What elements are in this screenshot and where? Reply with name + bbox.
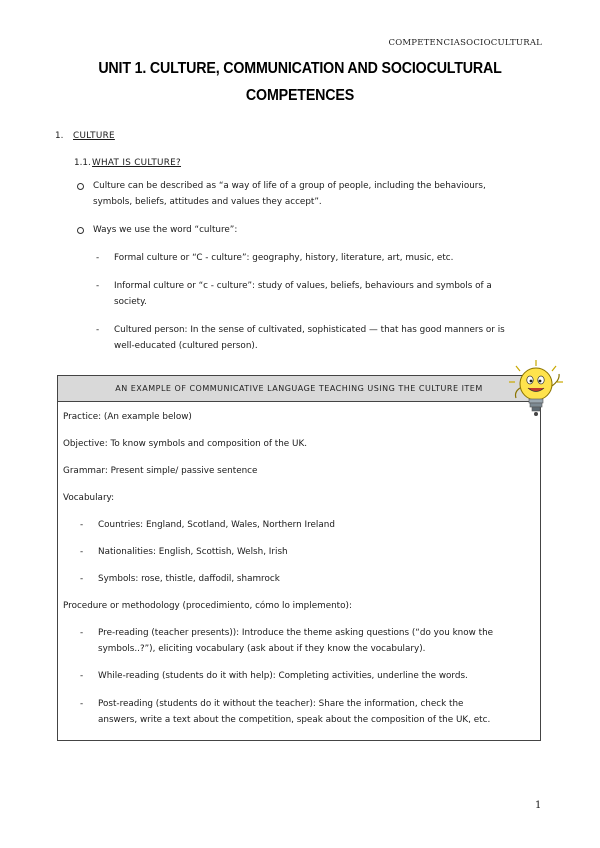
procedure-line: Post-reading (students do it without the teacher): Share the information, check the (98, 699, 464, 709)
dash-bullet: - (80, 574, 84, 584)
subsection-number: 1.1. (74, 158, 91, 168)
vocabulary-label: Vocabulary: (63, 493, 115, 503)
vocabulary-item: Symbols: rose, thistle, daffodil, shamrock (98, 574, 280, 584)
procedure-item (98, 625, 536, 657)
culture-definition (93, 178, 543, 210)
list-item-line: Informal culture or “c - culture”: study of values, beliefs, behaviours and symbols of a (114, 281, 492, 291)
dash-bullet: - (80, 699, 84, 709)
title-line-1: UNIT 1. CULTURE, COMMUNICATION AND SOCIOCULTURAL (98, 60, 502, 77)
list-item (114, 278, 542, 310)
title-line-2: COMPETENCES (245, 87, 355, 104)
procedure-label: Procedure or methodology (procedimiento, cómo lo implemento): (63, 601, 352, 611)
definition-line-2: symbols, beliefs, attitudes and values they accept”. (93, 197, 322, 207)
definition-line-1: Culture can be described as “a way of life of a group of people, including the behaviours, (93, 181, 486, 191)
vocabulary-item: Nationalities: English, Scottish, Welsh, Irish (98, 547, 288, 557)
procedure-line: While-reading (students do it with help): Completing activities, underline the words. (98, 671, 468, 681)
page-number: 1 (535, 800, 542, 811)
procedure-item (98, 696, 536, 728)
list-item (114, 250, 542, 266)
vocabulary-item: Countries: England, Scotland, Wales, Northern Ireland (98, 520, 335, 530)
page-title (79, 55, 521, 109)
list-item-line: Formal culture or “C - culture”: geography, history, literature, art, music, etc. (114, 253, 454, 263)
practice-line: Practice: (An example below) (63, 412, 192, 422)
example-box-heading: AN EXAMPLE OF COMMUNICATIVE LANGUAGE TEACHING USING THE CULTURE ITEM (58, 376, 540, 402)
dash-bullet: - (96, 281, 100, 291)
dash-bullet: - (96, 325, 100, 335)
dash-bullet: - (96, 253, 100, 263)
subsection-title: WHAT IS CULTURE? (92, 158, 182, 168)
list-item-line: society. (114, 297, 147, 307)
procedure-line: Pre-reading (teacher presents)): Introduce the theme asking questions (“do you know the (98, 628, 494, 638)
example-box (57, 375, 541, 741)
procedure-line: answers, write a text about the competition, speak about the composition of the UK, etc. (98, 715, 491, 725)
circle-bullet-icon (77, 227, 84, 234)
lightbulb-icon (506, 358, 566, 420)
ways-intro: Ways we use the word “culture”: (93, 225, 238, 235)
list-item (114, 322, 542, 354)
list-item-line: Cultured person: In the sense of cultivated, sophisticated — that has good manners or is (114, 325, 505, 335)
section-title: CULTURE (73, 131, 115, 141)
dash-bullet: - (80, 520, 84, 530)
circle-bullet-icon (77, 183, 84, 190)
running-header: COMPETENCIASOCIOCULTURAL (388, 38, 542, 48)
procedure-item (98, 668, 536, 684)
objective-line: Objective: To know symbols and composition of the UK. (63, 439, 308, 449)
list-item-line: well-educated (cultured person). (114, 341, 258, 351)
dash-bullet: - (80, 547, 84, 557)
dash-bullet: - (80, 628, 84, 638)
dash-bullet: - (80, 671, 84, 681)
procedure-line: symbols..?”), eliciting vocabulary (ask about if they know the vocabulary). (98, 644, 426, 654)
grammar-line: Grammar: Present simple/ passive sentence (63, 466, 258, 476)
section-number: 1. (55, 131, 64, 141)
